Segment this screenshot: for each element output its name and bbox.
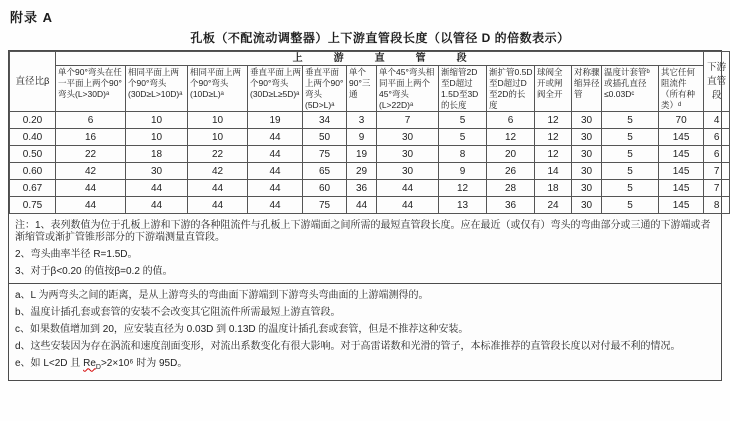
value-cell: 30 bbox=[572, 129, 602, 146]
downstream-section-header: 下游直管段 bbox=[704, 52, 730, 112]
column-header: 单个90°弯头在任一平面上两个90°弯头(L>30D)ᵃ bbox=[56, 66, 126, 112]
value-cell: 10 bbox=[126, 112, 188, 129]
value-cell: 44 bbox=[248, 197, 303, 214]
column-header: 渐扩管0.5D至D超过D至2D的长度 bbox=[487, 66, 535, 112]
column-header: 温度计套管ᵇ或插孔直径≤0.03Dᶜ bbox=[602, 66, 659, 112]
value-cell: 50 bbox=[303, 129, 347, 146]
table-row bbox=[10, 197, 730, 214]
value-cell: 44 bbox=[248, 129, 303, 146]
value-cell: 13 bbox=[439, 197, 487, 214]
beta-cell: 0.40 bbox=[10, 129, 56, 146]
value-cell: 44 bbox=[248, 146, 303, 163]
value-cell: 30 bbox=[377, 163, 439, 180]
value-cell: 12 bbox=[535, 146, 572, 163]
downstream-value-cell: 6 bbox=[704, 146, 730, 163]
value-cell: 6 bbox=[487, 112, 535, 129]
reynolds-number-term bbox=[83, 358, 101, 369]
beta-cell: 0.60 bbox=[10, 163, 56, 180]
column-header: 垂直平面上两个90°弯头(30D≥L≥5D)ᵃ bbox=[248, 66, 303, 112]
notes-section bbox=[9, 214, 721, 380]
value-cell: 44 bbox=[56, 197, 126, 214]
value-cell: 12 bbox=[439, 180, 487, 197]
footnote-c: c、如果数值增加到 20，应安装直径为 0.03D 到 0.13D 的温度计插孔套或套管，但是不推荐这种安装。 bbox=[15, 323, 469, 335]
value-cell: 18 bbox=[126, 146, 188, 163]
value-cell: 44 bbox=[56, 180, 126, 197]
value-cell: 24 bbox=[535, 197, 572, 214]
value-cell: 30 bbox=[377, 129, 439, 146]
beta-cell: 0.50 bbox=[10, 146, 56, 163]
value-cell: 12 bbox=[535, 112, 572, 129]
value-cell: 60 bbox=[303, 180, 347, 197]
value-cell: 44 bbox=[347, 197, 377, 214]
value-cell: 42 bbox=[188, 163, 248, 180]
value-cell: 10 bbox=[188, 112, 248, 129]
table-row bbox=[10, 180, 730, 197]
footnote-e-suffix: >2×10⁶ 时为 95D。 bbox=[100, 357, 188, 369]
value-cell: 12 bbox=[535, 129, 572, 146]
value-cell: 8 bbox=[439, 146, 487, 163]
downstream-value-cell: 7 bbox=[704, 180, 730, 197]
beta-cell: 0.20 bbox=[10, 112, 56, 129]
value-cell: 44 bbox=[248, 163, 303, 180]
value-cell: 5 bbox=[602, 197, 659, 214]
value-cell: 14 bbox=[535, 163, 572, 180]
value-cell: 7 bbox=[377, 112, 439, 129]
value-cell: 6 bbox=[56, 112, 126, 129]
appendix-label: 附录 A bbox=[10, 10, 54, 25]
header-row-groups bbox=[10, 52, 730, 66]
reynolds-subscript: D bbox=[95, 363, 101, 371]
reynolds-base: Re bbox=[83, 357, 96, 369]
footnote-d: d、这些安装因为存在涡流和速度剖面变形，对流出系数变化有很大影响。对于高雷诺数和光滑的管子，本标准推荐的直管段长度以对付最不利的情况。 bbox=[15, 340, 681, 352]
value-cell: 5 bbox=[439, 112, 487, 129]
value-cell: 65 bbox=[303, 163, 347, 180]
column-header: 垂直平面上两个90°弯头(5D>L)ᵃ bbox=[303, 66, 347, 112]
value-cell: 26 bbox=[487, 163, 535, 180]
value-cell: 30 bbox=[572, 180, 602, 197]
value-cell: 5 bbox=[439, 129, 487, 146]
value-cell: 3 bbox=[347, 112, 377, 129]
value-cell: 36 bbox=[347, 180, 377, 197]
table-row bbox=[10, 146, 730, 163]
value-cell: 30 bbox=[126, 163, 188, 180]
note-1: 注：1、表列数值为位于孔板上游和下游的各种阻流件与孔板上下游端面之间所需的最短直管段长度。应在最近（或仅有）弯头的弯曲部分或三通的下游端或者渐缩管或渐扩管锥形部分的下游端测量直管段。 bbox=[15, 219, 711, 243]
value-cell: 44 bbox=[377, 180, 439, 197]
value-cell: 42 bbox=[56, 163, 126, 180]
column-header: 球阀全开或闸阀全开 bbox=[535, 66, 572, 112]
table-frame bbox=[8, 50, 727, 381]
column-header: 单个90°三通 bbox=[347, 66, 377, 112]
downstream-value-cell: 8 bbox=[704, 197, 730, 214]
value-cell: 19 bbox=[248, 112, 303, 129]
footnote-e bbox=[15, 355, 715, 376]
notes-divider bbox=[9, 283, 721, 284]
value-cell: 75 bbox=[303, 146, 347, 163]
value-cell: 145 bbox=[659, 129, 704, 146]
value-cell: 5 bbox=[602, 163, 659, 180]
value-cell: 28 bbox=[487, 180, 535, 197]
value-cell: 22 bbox=[56, 146, 126, 163]
pipe-length-table bbox=[9, 51, 730, 214]
value-cell: 10 bbox=[188, 129, 248, 146]
value-cell: 20 bbox=[487, 146, 535, 163]
header-row-columns bbox=[10, 66, 730, 112]
value-cell: 145 bbox=[659, 197, 704, 214]
value-cell: 145 bbox=[659, 180, 704, 197]
footnote-e-prefix: e、如 L<2D 且 bbox=[15, 357, 84, 369]
column-header: 对称骤缩异径管 bbox=[572, 66, 602, 112]
value-cell: 9 bbox=[439, 163, 487, 180]
value-cell: 34 bbox=[303, 112, 347, 129]
value-cell: 44 bbox=[248, 180, 303, 197]
table-row bbox=[10, 112, 730, 129]
value-cell: 30 bbox=[572, 197, 602, 214]
value-cell: 19 bbox=[347, 146, 377, 163]
value-cell: 16 bbox=[56, 129, 126, 146]
table-body bbox=[10, 112, 730, 214]
note-2: 2、弯头曲率半径 R=1.5D。 bbox=[15, 248, 138, 260]
column-header: 其它任何阻流件（所有种类）ᵈ bbox=[659, 66, 704, 112]
beta-cell: 0.67 bbox=[10, 180, 56, 197]
value-cell: 30 bbox=[572, 112, 602, 129]
value-cell: 29 bbox=[347, 163, 377, 180]
corner-header-diameter-ratio: 直径比β bbox=[10, 52, 56, 112]
value-cell: 5 bbox=[602, 146, 659, 163]
value-cell: 9 bbox=[347, 129, 377, 146]
downstream-value-cell: 7 bbox=[704, 163, 730, 180]
table-row bbox=[10, 163, 730, 180]
value-cell: 10 bbox=[126, 129, 188, 146]
value-cell: 5 bbox=[602, 129, 659, 146]
value-cell: 30 bbox=[377, 146, 439, 163]
footnote-b: b、温度计插孔套或套管的安装不会改变其它阻流件所需最短上游直管段。 bbox=[15, 306, 341, 318]
table-row bbox=[10, 129, 730, 146]
downstream-value-cell: 4 bbox=[704, 112, 730, 129]
value-cell: 30 bbox=[572, 146, 602, 163]
column-header: 相同平面上两个90°弯头(30D≥L>10D)ᵃ bbox=[126, 66, 188, 112]
value-cell: 44 bbox=[188, 197, 248, 214]
value-cell: 70 bbox=[659, 112, 704, 129]
value-cell: 30 bbox=[572, 163, 602, 180]
column-header: 相同平面上两个90°弯头(10D≥L)ᵃ bbox=[188, 66, 248, 112]
value-cell: 145 bbox=[659, 163, 704, 180]
note-3: 3、对于β<0.20 的值按β=0.2 的值。 bbox=[15, 265, 173, 277]
beta-cell: 0.75 bbox=[10, 197, 56, 214]
value-cell: 145 bbox=[659, 146, 704, 163]
value-cell: 44 bbox=[126, 180, 188, 197]
table-title: 孔板（不配流动调整器）上下游直管段长度（以管径 D 的倍数表示） bbox=[190, 31, 570, 45]
value-cell: 22 bbox=[188, 146, 248, 163]
footnote-a: a、L 为两弯头之间的距离，是从上游弯头的弯曲面下游端到下游弯头弯曲面的上游端测得的。 bbox=[15, 289, 429, 301]
value-cell: 5 bbox=[602, 180, 659, 197]
value-cell: 44 bbox=[188, 180, 248, 197]
upstream-section-header: 上游直管段 bbox=[56, 52, 704, 66]
value-cell: 75 bbox=[303, 197, 347, 214]
value-cell: 18 bbox=[535, 180, 572, 197]
downstream-value-cell: 6 bbox=[704, 129, 730, 146]
value-cell: 36 bbox=[487, 197, 535, 214]
value-cell: 5 bbox=[602, 112, 659, 129]
value-cell: 44 bbox=[126, 197, 188, 214]
value-cell: 44 bbox=[377, 197, 439, 214]
column-header: 渐缩管2D至D超过1.5D至3D的长度 bbox=[439, 66, 487, 112]
value-cell: 12 bbox=[487, 129, 535, 146]
column-header: 单个45°弯头相同平面上两个45°弯头(L>22D)ᵃ bbox=[377, 66, 439, 112]
